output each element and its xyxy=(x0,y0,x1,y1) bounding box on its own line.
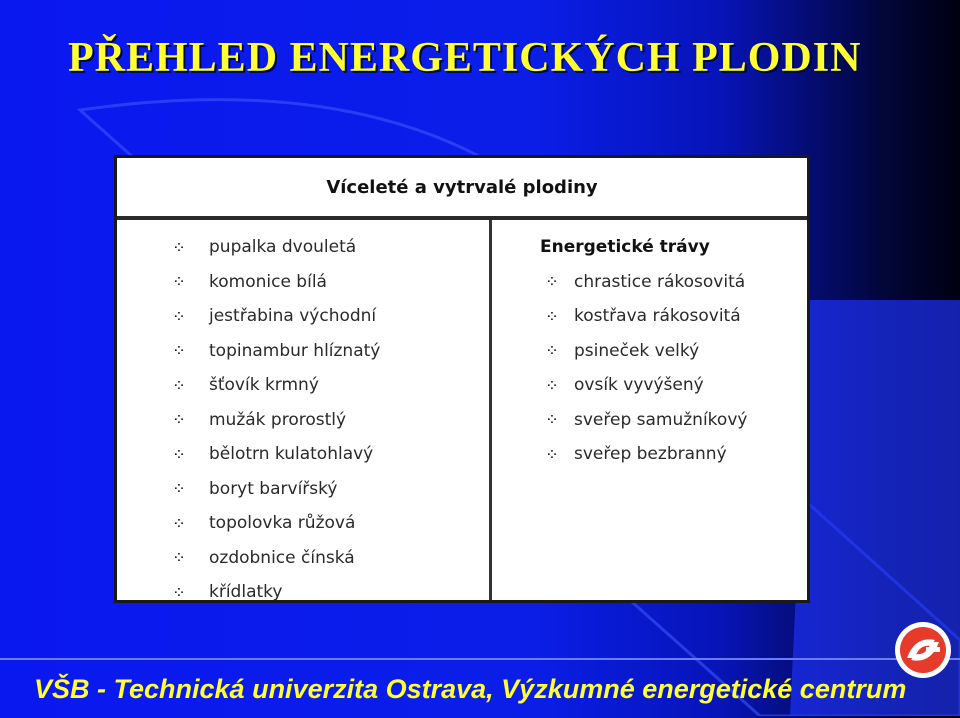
slide-footer xyxy=(0,658,960,718)
perennial-crop-list-item xyxy=(117,299,489,334)
energy-grass-list-item xyxy=(492,334,807,369)
energy-grass-item-label: sveřep samužníkový xyxy=(574,409,748,430)
diamond-dots-bullet-icon: ⁘ xyxy=(545,444,559,464)
slide-title: PŘEHLED ENERGETICKÝCH PLODIN xyxy=(68,35,862,81)
energy-grass-list-item xyxy=(492,299,807,334)
perennial-crop-list-item xyxy=(117,506,489,541)
diamond-dots-bullet-icon: ⁘ xyxy=(172,306,186,326)
grasses-heading: Energetické trávy xyxy=(540,237,710,258)
footer-text: VŠB - Technická univerzita Ostrava, Výzkumné energetické centrum xyxy=(34,674,907,704)
energy-grass-item-label: psineček velký xyxy=(574,340,700,361)
energy-grass-item-label: ovsík vyvýšený xyxy=(574,375,704,396)
table-header: Víceleté a vytrvalé plodiny xyxy=(117,158,807,220)
perennial-crop-list-item xyxy=(117,541,489,576)
diamond-dots-bullet-icon: ⁘ xyxy=(172,444,186,464)
energy-grass-item-label: sveřep bezbranný xyxy=(574,444,727,465)
perennial-crop-list-item xyxy=(117,403,489,438)
perennial-crop-item-label: topinambur hlíznatý xyxy=(209,340,381,361)
diamond-dots-bullet-icon: ⁘ xyxy=(172,582,186,602)
energy-grass-list-item xyxy=(492,368,807,403)
perennial-crop-list-item xyxy=(117,368,489,403)
diamond-dots-bullet-icon: ⁘ xyxy=(172,479,186,499)
diamond-dots-bullet-icon: ⁘ xyxy=(172,375,186,395)
diamond-dots-bullet-icon: ⁘ xyxy=(172,272,186,292)
vsb-logo-icon xyxy=(893,620,953,680)
diamond-dots-bullet-icon: ⁘ xyxy=(172,341,186,361)
perennial-crop-list-item xyxy=(117,437,489,472)
perennial-crop-list-item xyxy=(117,230,489,265)
energy-grass-item-label: chrastice rákosovitá xyxy=(574,271,746,292)
perennial-crop-list-item xyxy=(117,334,489,369)
energy-grass-list-item xyxy=(492,403,807,438)
diamond-dots-bullet-icon: ⁘ xyxy=(545,272,559,292)
perennial-crop-item-label: ozdobnice čínská xyxy=(209,547,355,568)
perennial-crop-list-item xyxy=(117,265,489,300)
crop-table xyxy=(114,155,810,603)
diamond-dots-bullet-icon: ⁘ xyxy=(172,513,186,533)
diamond-dots-bullet-icon: ⁘ xyxy=(172,548,186,568)
diamond-dots-bullet-icon: ⁘ xyxy=(545,375,559,395)
perennial-crop-item-label: komonice bílá xyxy=(209,271,327,292)
diamond-dots-bullet-icon: ⁘ xyxy=(545,410,559,430)
energy-grass-item-label: kostřava rákosovitá xyxy=(574,306,741,327)
diamond-dots-bullet-icon: ⁘ xyxy=(545,306,559,326)
perennial-crop-item-label: křídlatky xyxy=(209,582,283,603)
perennial-crop-item-label: pupalka dvouletá xyxy=(209,237,357,258)
perennial-crop-list-item xyxy=(117,472,489,507)
perennial-crop-item-label: bělotrn kulatohlavý xyxy=(209,444,374,465)
perennial-crop-item-label: mužák prorostlý xyxy=(209,409,347,430)
perennial-crops-column xyxy=(117,220,492,603)
perennial-crop-item-label: topolovka růžová xyxy=(209,513,356,534)
perennial-crop-item-label: šťovík krmný xyxy=(209,375,319,396)
diamond-dots-bullet-icon: ⁘ xyxy=(172,237,186,257)
diamond-dots-bullet-icon: ⁘ xyxy=(545,341,559,361)
energy-grass-list-item xyxy=(492,265,807,300)
energy-grass-list-item xyxy=(492,437,807,472)
energy-grasses-column xyxy=(492,220,807,600)
perennial-crop-list-item xyxy=(117,575,489,610)
diamond-dots-bullet-icon: ⁘ xyxy=(172,410,186,430)
perennial-crop-item-label: boryt barvířský xyxy=(209,478,338,499)
perennial-crop-item-label: jestřabina východní xyxy=(209,306,377,327)
